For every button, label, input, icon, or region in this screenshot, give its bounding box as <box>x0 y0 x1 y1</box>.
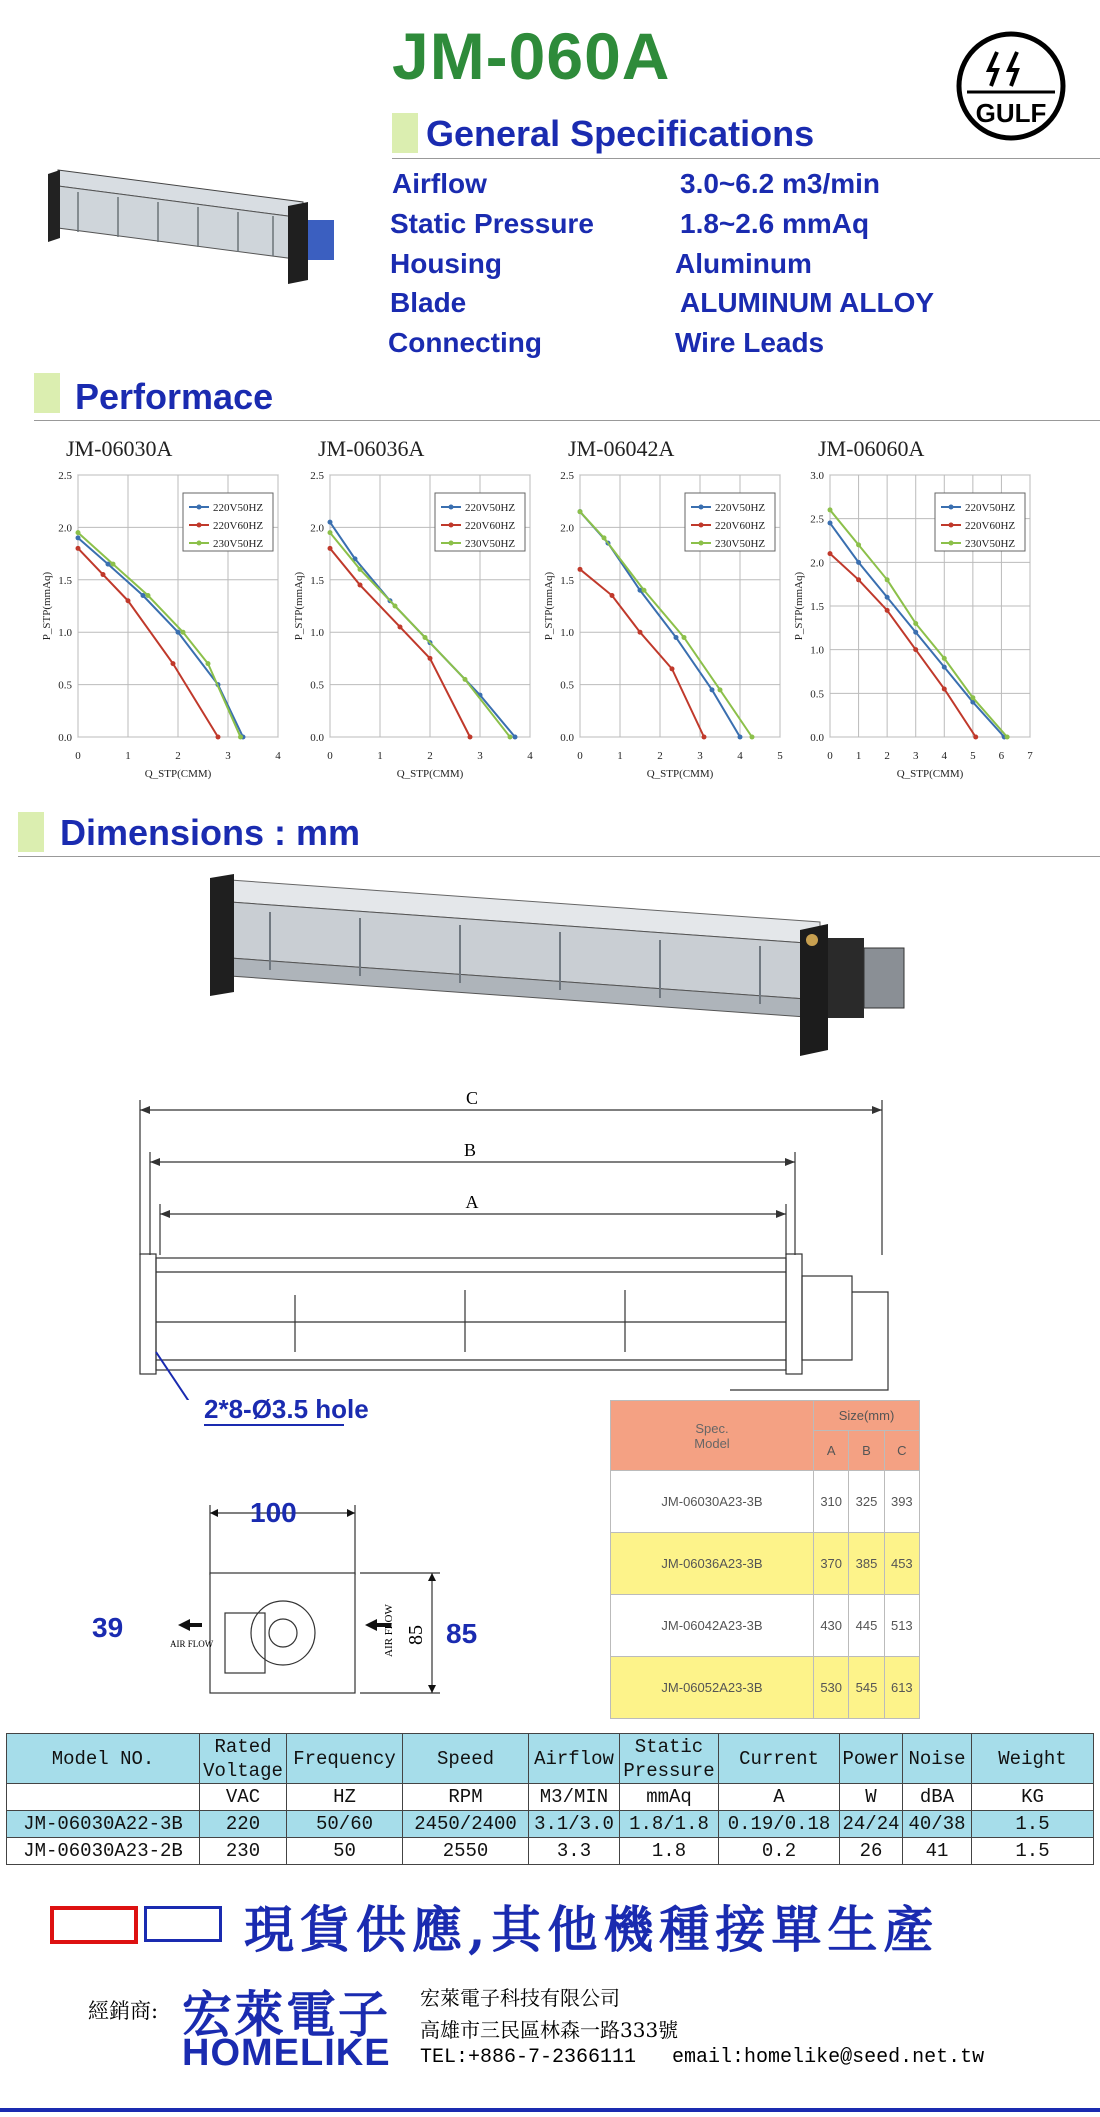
spec-cell: JM-06030A22-3B <box>7 1811 200 1838</box>
data-point <box>718 687 723 692</box>
spec-cell: 1.8/1.8 <box>620 1811 719 1838</box>
data-point <box>358 567 363 572</box>
spec-cell: 230 <box>200 1838 287 1865</box>
y-tick-label: 1.5 <box>58 574 72 587</box>
col-b: B <box>849 1431 884 1471</box>
y-tick-label: 2.0 <box>310 522 324 535</box>
data-point <box>423 635 428 640</box>
data-point <box>146 593 151 598</box>
size-a: 530 <box>814 1657 849 1719</box>
general-title: General Specifications <box>426 113 815 154</box>
table-row <box>7 1811 1094 1838</box>
spec-cell: 3.1/3.0 <box>529 1811 620 1838</box>
header-spec: Spec. <box>695 1420 729 1436</box>
x-tick-label: 0 <box>75 750 81 762</box>
size-model: JM-06036A23-3B <box>611 1533 814 1595</box>
header-model-no: Model NO. <box>7 1734 200 1784</box>
header-frequency: Frequency <box>287 1734 403 1784</box>
size-a: 430 <box>814 1595 849 1657</box>
unit-cell: mmAq <box>620 1784 719 1811</box>
left-label: 39 <box>92 1612 124 1643</box>
x-tick-label: 4 <box>941 750 948 762</box>
size-model: JM-06052A23-3B <box>611 1657 814 1719</box>
spec-cell: 41 <box>903 1838 972 1865</box>
banner-red-box <box>50 1906 138 1944</box>
data-point <box>398 624 403 629</box>
legend-marker <box>449 541 454 546</box>
y-tick-label: 2.0 <box>810 557 824 570</box>
size-c: 613 <box>884 1657 919 1719</box>
x-tick-label: 0 <box>827 750 833 762</box>
header-speed: Speed <box>403 1734 529 1784</box>
data-point <box>885 577 890 582</box>
legend-label: 230V50HZ <box>965 538 1016 550</box>
dimensions-title: Dimensions : mm <box>60 812 361 853</box>
spec-cell: 24/24 <box>840 1811 903 1838</box>
data-point <box>76 546 81 551</box>
x-tick-label: 3 <box>697 750 703 762</box>
spec-cell: 50 <box>287 1838 403 1865</box>
data-point <box>126 598 131 603</box>
performance-charts <box>0 430 1100 790</box>
legend-label: 220V50HZ <box>465 502 516 514</box>
data-point <box>508 735 513 740</box>
y-tick-label: 2.5 <box>58 470 72 482</box>
table-row <box>7 1838 1094 1865</box>
height-inner-label: 85 <box>405 1625 427 1645</box>
size-a: 370 <box>814 1533 849 1595</box>
size-a: 310 <box>814 1471 849 1533</box>
y-tick-label: 2.5 <box>560 470 574 482</box>
legend-marker <box>197 541 202 546</box>
data-point <box>610 593 615 598</box>
spec-cell: 1.5 <box>972 1838 1094 1865</box>
air-flow-label: AIR FLOW <box>170 1639 214 1649</box>
data-point <box>513 735 518 740</box>
dim-b-label: B <box>463 1140 477 1160</box>
spec-cell: 0.2 <box>719 1838 840 1865</box>
data-point <box>638 630 643 635</box>
y-tick-label: 0.5 <box>310 679 324 692</box>
section-marker <box>18 812 44 852</box>
x-tick-label: 1 <box>855 750 862 762</box>
y-axis-label: P_STP(mmAq) <box>293 571 305 641</box>
y-tick-label: 0.0 <box>58 732 72 744</box>
spec-table <box>6 1733 1094 1865</box>
unit-cell: M3/MIN <box>529 1784 620 1811</box>
x-tick-label: 0 <box>327 750 333 762</box>
spec-key-housing: Housing <box>390 248 502 279</box>
fan-3d-image <box>200 860 920 1060</box>
data-point <box>856 542 861 547</box>
data-point <box>463 677 468 682</box>
air-flow-side-label: AIR FLOW <box>383 1604 395 1657</box>
data-point <box>238 735 243 740</box>
hole-label: 2*8-Ø3.5 hole <box>204 1394 369 1424</box>
x-axis-label: Q_STP(CMM) <box>646 768 714 780</box>
legend-marker <box>949 541 954 546</box>
data-point <box>738 735 743 740</box>
legend-label: 220V60HZ <box>965 520 1016 532</box>
x-tick-label: 4 <box>527 750 533 762</box>
hole-label-underline <box>204 1424 344 1426</box>
company-address: 高雄市三民區林森一路333號 <box>420 2018 679 2042</box>
x-tick-label: 3 <box>477 750 483 762</box>
data-point <box>101 572 106 577</box>
brand-en: HOMELIKE <box>182 2032 391 2074</box>
data-point <box>942 665 947 670</box>
data-point <box>913 647 918 652</box>
x-tick-label: 1 <box>125 750 131 762</box>
header-airflow: Airflow <box>529 1734 620 1784</box>
data-point <box>176 630 181 635</box>
table-row <box>611 1533 920 1595</box>
x-tick-label: 3 <box>225 750 231 762</box>
y-tick-label: 0.0 <box>310 732 324 744</box>
front-view-drawing <box>120 1090 920 1400</box>
data-point <box>828 521 833 526</box>
data-point <box>913 630 918 635</box>
size-b: 445 <box>849 1595 884 1657</box>
spec-value-static: 1.8~2.6 mmAq <box>680 208 870 239</box>
divider <box>34 420 1100 421</box>
x-tick-label: 4 <box>737 750 743 762</box>
x-tick-label: 1 <box>617 750 623 762</box>
banner-blue-box <box>144 1906 222 1942</box>
size-b: 545 <box>849 1657 884 1719</box>
unit-cell: HZ <box>287 1784 403 1811</box>
header-weight: Weight <box>972 1734 1094 1784</box>
data-point <box>358 583 363 588</box>
data-point <box>578 567 583 572</box>
unit-cell: RPM <box>403 1784 529 1811</box>
spec-cell: 220 <box>200 1811 287 1838</box>
y-tick-label: 2.0 <box>560 522 574 535</box>
data-point <box>942 686 947 691</box>
x-tick-label: 3 <box>912 750 919 762</box>
y-tick-label: 1.0 <box>560 627 574 640</box>
spec-cell: 2450/2400 <box>403 1811 529 1838</box>
data-point <box>602 535 607 540</box>
x-axis-label: Q_STP(CMM) <box>144 768 212 780</box>
data-point <box>856 577 861 582</box>
y-tick-label: 0.5 <box>560 679 574 692</box>
chart-title: JM-06036A <box>318 436 425 461</box>
x-tick-label: 4 <box>275 750 281 762</box>
x-tick-label: 5 <box>777 750 783 762</box>
size-model: JM-06030A23-3B <box>611 1471 814 1533</box>
data-point <box>76 530 81 535</box>
x-axis-label: Q_STP(CMM) <box>896 768 964 780</box>
legend-marker <box>699 541 704 546</box>
width-label: 100 <box>250 1497 297 1528</box>
legend-marker <box>449 505 454 510</box>
x-tick-label: 5 <box>970 750 976 762</box>
data-point <box>973 735 978 740</box>
y-tick-label: 1.5 <box>560 574 574 587</box>
legend-marker <box>949 505 954 510</box>
data-point <box>702 735 707 740</box>
unit-cell <box>7 1784 200 1811</box>
legend-label: 230V50HZ <box>213 538 264 550</box>
spec-header-row <box>7 1734 1094 1784</box>
data-point <box>393 604 398 609</box>
data-point <box>856 560 861 565</box>
divider <box>18 856 1100 857</box>
data-point <box>750 735 755 740</box>
spec-value-airflow: 3.0~6.2 m3/min <box>680 168 881 199</box>
data-point <box>970 695 975 700</box>
spec-key-connecting: Connecting <box>388 327 542 358</box>
legend-label: 230V50HZ <box>465 538 516 550</box>
unit-cell: dBA <box>903 1784 972 1811</box>
y-tick-label: 1.5 <box>310 574 324 587</box>
size-b: 325 <box>849 1471 884 1533</box>
data-point <box>1005 735 1010 740</box>
size-header-spec-model <box>611 1401 814 1471</box>
header-model: Model <box>694 1435 730 1451</box>
header-rated-voltage: Rated Voltage <box>200 1734 287 1784</box>
data-point <box>468 735 473 740</box>
header-size: Size(mm) <box>814 1401 920 1431</box>
table-row <box>611 1595 920 1657</box>
table-row <box>611 1471 920 1533</box>
y-tick-label: 0.0 <box>810 732 824 744</box>
spec-cell: 0.19/0.18 <box>719 1811 840 1838</box>
brand-cn: 宏萊電子 <box>182 1986 390 2044</box>
data-point <box>111 562 116 567</box>
y-tick-label: 0.5 <box>810 688 824 701</box>
data-point <box>328 520 333 525</box>
size-c: 393 <box>884 1471 919 1533</box>
performance-title: Performace <box>75 376 274 417</box>
section-marker <box>392 113 418 153</box>
data-point <box>328 546 333 551</box>
x-tick-label: 2 <box>884 750 890 762</box>
data-point <box>885 595 890 600</box>
x-axis-label: Q_STP(CMM) <box>396 768 464 780</box>
fan-small-image <box>18 162 338 292</box>
x-tick-label: 0 <box>577 750 583 762</box>
y-axis-label: P_STP(mmAq) <box>793 571 805 641</box>
spec-cell: 3.3 <box>529 1838 620 1865</box>
chart-title: JM-06060A <box>818 436 925 461</box>
data-point <box>885 608 890 613</box>
data-point <box>328 530 333 535</box>
dim-a-label: A <box>465 1192 479 1212</box>
x-tick-label: 2 <box>657 750 663 762</box>
legend-marker <box>949 523 954 528</box>
data-point <box>674 635 679 640</box>
logo-text: GULF <box>975 98 1047 128</box>
legend-marker <box>197 505 202 510</box>
size-c: 513 <box>884 1595 919 1657</box>
chart-title: JM-06042A <box>568 436 675 461</box>
legend-label: 220V50HZ <box>213 502 264 514</box>
spec-unit-row <box>7 1784 1094 1811</box>
divider <box>392 158 1100 159</box>
data-point <box>206 661 211 666</box>
spec-key-static: Static Pressure <box>390 208 594 239</box>
size-model: JM-06042A23-3B <box>611 1595 814 1657</box>
legend-label: 220V60HZ <box>213 520 264 532</box>
data-point <box>181 630 186 635</box>
spec-value-blade: ALUMINUM ALLOY <box>680 287 935 318</box>
section-marker <box>34 373 60 413</box>
y-tick-label: 2.5 <box>810 513 824 526</box>
data-point <box>171 661 176 666</box>
y-tick-label: 1.0 <box>810 644 824 657</box>
data-point <box>670 666 675 671</box>
y-tick-label: 1.5 <box>810 601 824 613</box>
company-name: 宏萊電子科技有限公司 <box>420 1986 620 2010</box>
data-point <box>428 656 433 661</box>
size-c: 453 <box>884 1533 919 1595</box>
legend-label: 230V50HZ <box>715 538 766 550</box>
company-contact: TEL:+886-7-2366111 email:homelike@seed.net.tw <box>420 2046 985 2069</box>
dealer-label: 經銷商: <box>88 1999 159 2023</box>
y-axis-label: P_STP(mmAq) <box>543 571 555 641</box>
spec-key-airflow: Airflow <box>392 168 487 199</box>
data-point <box>913 621 918 626</box>
legend-label: 220V50HZ <box>715 502 766 514</box>
y-tick-label: 3.0 <box>810 470 824 482</box>
x-tick-label: 2 <box>175 750 181 762</box>
y-tick-label: 0.5 <box>58 679 72 692</box>
dim-c-label: C <box>465 1090 479 1108</box>
spec-cell: 50/60 <box>287 1811 403 1838</box>
table-row <box>611 1657 920 1719</box>
legend-marker <box>699 523 704 528</box>
data-point <box>828 551 833 556</box>
spec-cell: JM-06030A23-2B <box>7 1838 200 1865</box>
size-table <box>610 1400 920 1719</box>
spec-cell: 2550 <box>403 1838 529 1865</box>
header-static-pressure: Static Pressure <box>620 1734 719 1784</box>
spec-cell: 40/38 <box>903 1811 972 1838</box>
col-a: A <box>814 1431 849 1471</box>
data-point <box>578 509 583 514</box>
legend-marker <box>699 505 704 510</box>
header-noise: Noise <box>903 1734 972 1784</box>
y-tick-label: 2.0 <box>58 522 72 535</box>
model-title: JM-060A <box>392 19 671 93</box>
x-tick-label: 7 <box>1027 750 1033 762</box>
side-view-drawing <box>160 1495 470 1715</box>
legend-label: 220V60HZ <box>715 520 766 532</box>
x-tick-label: 6 <box>998 750 1005 762</box>
spec-cell: 1.5 <box>972 1811 1094 1838</box>
size-b: 385 <box>849 1533 884 1595</box>
gulf-logo <box>955 30 1067 142</box>
legend-marker <box>197 523 202 528</box>
col-c: C <box>884 1431 919 1471</box>
x-tick-label: 1 <box>377 750 383 762</box>
unit-cell: KG <box>972 1784 1094 1811</box>
y-tick-label: 0.0 <box>560 732 574 744</box>
footer-rule <box>0 2108 1100 2112</box>
unit-cell: W <box>840 1784 903 1811</box>
spec-value-connecting: Wire Leads <box>675 327 825 358</box>
legend-marker <box>449 523 454 528</box>
y-tick-label: 1.0 <box>310 627 324 640</box>
data-point <box>682 635 687 640</box>
unit-cell: A <box>719 1784 840 1811</box>
banner-text: 現貨供應,其他機種接單生產 <box>244 1900 940 1959</box>
unit-cell: VAC <box>200 1784 287 1811</box>
data-point <box>76 535 81 540</box>
spec-cell: 26 <box>840 1838 903 1865</box>
data-point <box>642 588 647 593</box>
data-point <box>216 735 221 740</box>
y-tick-label: 1.0 <box>58 627 72 640</box>
header-current: Current <box>719 1734 840 1784</box>
spec-key-blade: Blade <box>390 287 467 318</box>
spec-value-housing: Aluminum <box>675 248 812 279</box>
spec-cell: 1.8 <box>620 1838 719 1865</box>
data-point <box>942 656 947 661</box>
right-label: 85 <box>446 1618 478 1649</box>
legend-label: 220V60HZ <box>465 520 516 532</box>
x-tick-label: 2 <box>427 750 433 762</box>
y-axis-label: P_STP(mmAq) <box>41 571 53 641</box>
y-tick-label: 2.5 <box>310 470 324 482</box>
chart-title: JM-06030A <box>66 436 173 461</box>
data-point <box>828 507 833 512</box>
header-power: Power <box>840 1734 903 1784</box>
legend-label: 220V50HZ <box>965 502 1016 514</box>
data-point <box>710 687 715 692</box>
